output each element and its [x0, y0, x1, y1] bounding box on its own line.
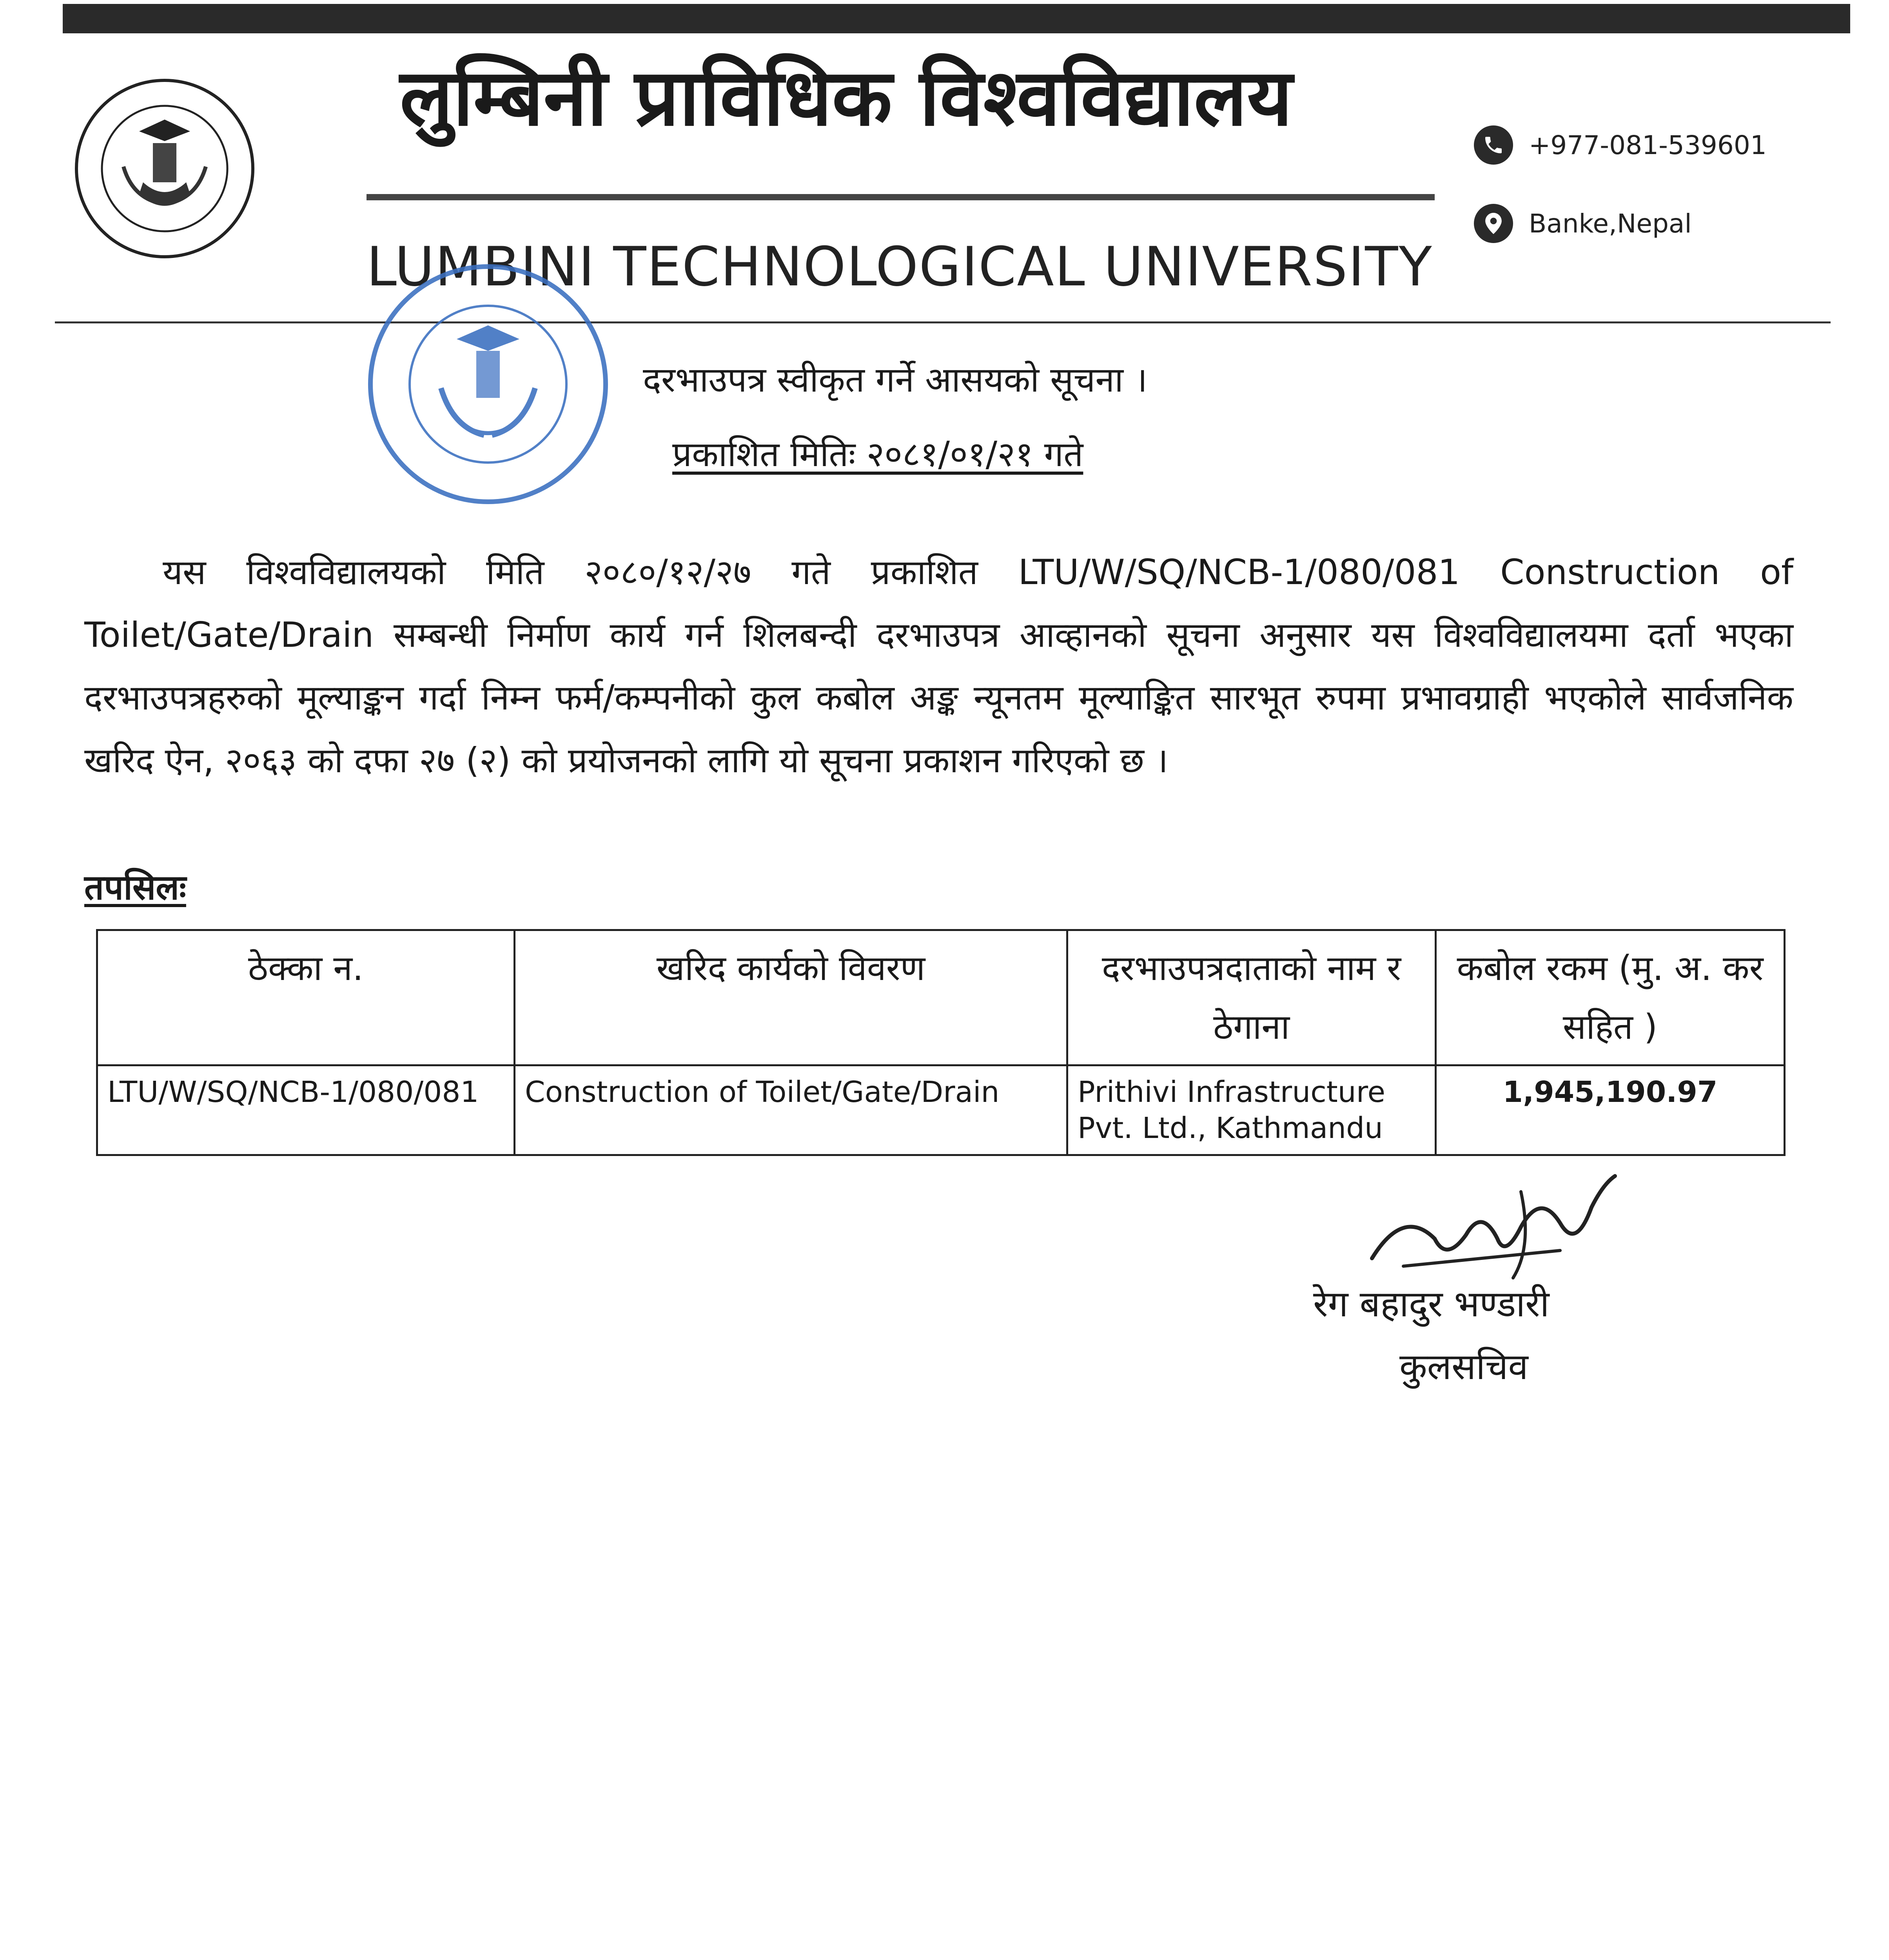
phone-number: +977-081-539601	[1529, 130, 1767, 160]
university-logo	[73, 76, 257, 261]
cell-bidder: Prithivi Infrastructure Pvt. Ltd., Kathmandu	[1067, 1065, 1436, 1155]
signature	[1356, 1160, 1631, 1290]
notice-title: दरभाउपत्र स्वीकृत गर्ने आसयको सूचना ।	[643, 359, 1148, 400]
phone-icon	[1474, 125, 1513, 165]
title-divider	[367, 194, 1435, 200]
published-date: प्रकाशित मितिः २०८१/०१/२१ गते	[672, 434, 1083, 474]
university-name-english: LUMBINI TECHNOLOGICAL UNIVERSITY	[367, 235, 1433, 298]
location-pin-icon	[1474, 204, 1513, 243]
cell-description: Construction of Toilet/Gate/Drain	[515, 1065, 1067, 1155]
location-text: Banke,Nepal	[1529, 208, 1692, 239]
notice-body: यस विश्वविद्यालयको मिति २०८०/१२/२७ गते प्रकाशित LTU/W/SQ/NCB-1/080/081 Construction of Toilet/Gate/Drain सम्बन्धी निर्माण कार्य गर्न शिलबन्दी दरभाउपत्र आव्हानको सूचना अनुसार यस विश्वविद्यालयमा दर्ता भएका दरभाउपत्रहरुको मूल्याङ्कन गर्दा निम्न फर्म/कम्पनीको कुल कबोल अङ्क न्यूनतम मूल्याङ्कित सारभूत रुपमा प्रभावग्राही भएकोले सार्वजनिक खरिद ऐन, २०६३ को दफा २७ (२) को प्रयोजनको लागि यो सूचना प्रकाशन गरिएको छ ।	[84, 552, 1793, 780]
cell-contract-no: LTU/W/SQ/NCB-1/080/081	[97, 1065, 515, 1155]
official-stamp	[363, 259, 613, 510]
university-name-nepali: लुम्बिनी प्राविधिक विश्वविद्यालय	[400, 52, 1293, 143]
location-contact	[1474, 204, 1692, 243]
bid-details-table	[96, 929, 1786, 1156]
header-description: खरिद कार्यको विवरण	[515, 930, 1067, 1065]
table-row	[97, 1065, 1785, 1155]
signatory-name: रेग बहादुर भण्डारी	[1313, 1283, 1550, 1325]
top-bar	[63, 4, 1850, 33]
cell-amount: 1,945,190.97	[1436, 1065, 1785, 1155]
header-divider	[55, 321, 1831, 323]
header-contract-no: ठेक्का न.	[97, 930, 515, 1065]
header-bidder: दरभाउपत्रदाताको नाम र ठेगाना	[1067, 930, 1436, 1065]
header-amount: कबोल रकम (मु. अ. कर सहित )	[1436, 930, 1785, 1065]
phone-contact	[1474, 125, 1767, 165]
details-label: तपसिलः	[84, 867, 186, 907]
signatory-designation: कुलसचिव	[1399, 1346, 1528, 1388]
table-header-row	[97, 930, 1785, 1065]
